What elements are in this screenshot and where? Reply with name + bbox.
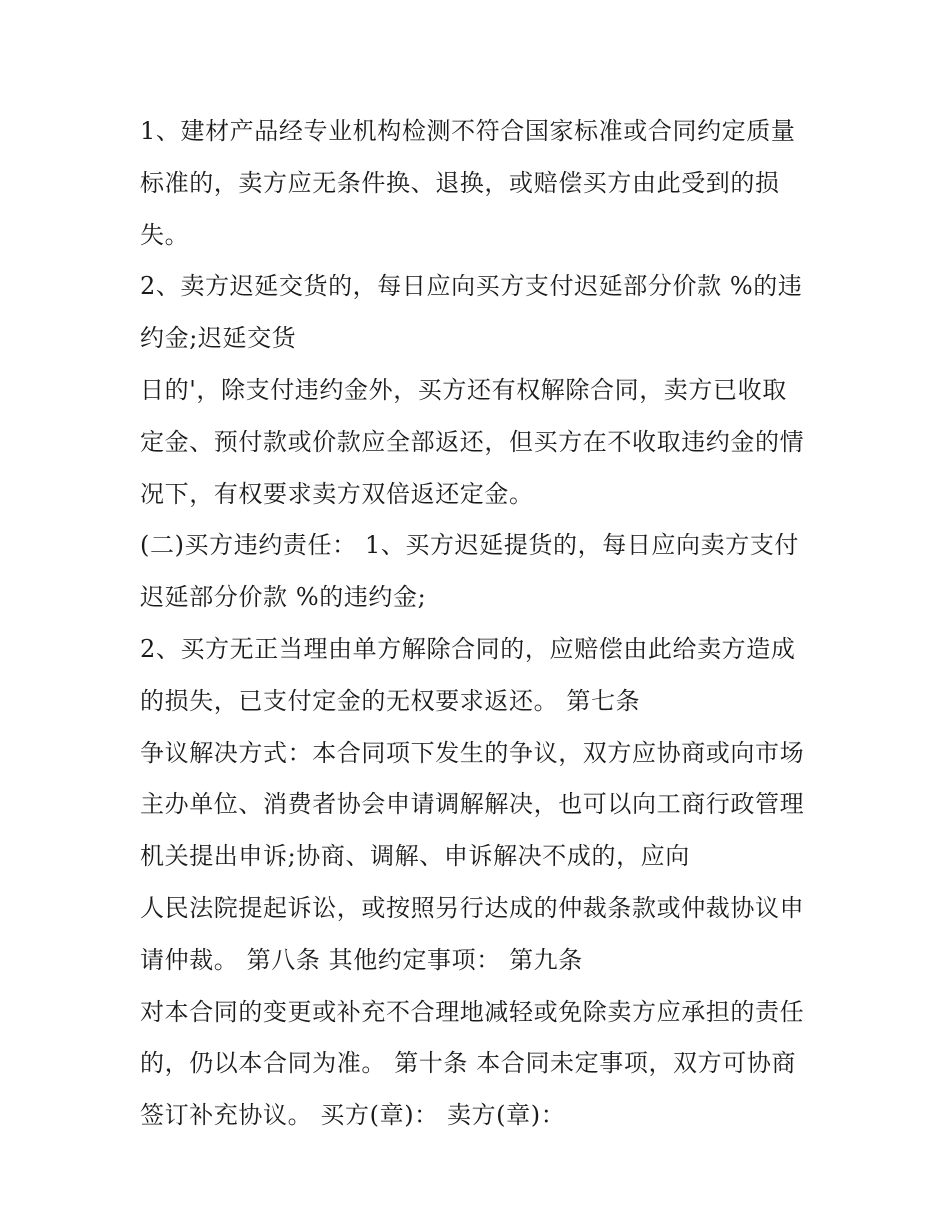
text-line: (二)买方违约责任： 1、买方迟延提货的，每日应向卖方支付 xyxy=(140,531,800,560)
text-line: 的，仍以本合同为准。 第十条 本合同未定事项，双方可协商 xyxy=(140,1049,797,1078)
text-line: 2、买方无正当理由单方解除合同的，应赔偿由此给卖方造成 xyxy=(140,634,796,663)
text-line: 主办单位、消费者协会申请调解解决，也可以向工商行政管理 xyxy=(140,790,805,819)
text-line: 标准的，卖方应无条件换、退换，或赔偿买方由此受到的损 xyxy=(140,168,780,197)
text-line: 1、建材产品经专业机构检测不符合国家标准或合同约定质量 xyxy=(140,117,796,145)
text-line: 争议解决方式：本合同项下发生的争议，双方应协商或向市场 xyxy=(140,738,805,767)
contract-text xyxy=(140,106,830,1142)
text-line: 机关提出申诉;协商、调解、申诉解决不成的，应向 xyxy=(140,842,690,871)
text-line: 日的'，除支付违约金外，买方还有权解除合同，卖方已收取 xyxy=(140,375,787,404)
text-line: 签订补充协议。 买方(章)： 卖方(章)： xyxy=(140,1101,566,1130)
text-line: 的损失，已支付定金的无权要求返还。 第七条 xyxy=(140,686,641,715)
text-line: 迟延部分价款 %的违约金; xyxy=(140,583,427,612)
text-line: 对本合同的变更或补充不合理地减轻或免除卖方应承担的责任 xyxy=(140,997,805,1026)
text-line: 约金;迟延交货 xyxy=(140,324,297,353)
text-line: 2、卖方迟延交货的，每日应向买方支付迟延部分价款 %的违 xyxy=(140,272,803,301)
text-line: 定金、预付款或价款应全部返还，但买方在不收取违约金的情 xyxy=(140,427,805,456)
text-line: 请仲裁。 第八条 其他约定事项： 第九条 xyxy=(140,945,583,974)
text-line: 失。 xyxy=(140,220,190,249)
text-line: 人民法院提起诉讼，或按照另行达成的仲裁条款或仲裁协议申 xyxy=(140,893,805,922)
text-line: 况下，有权要求卖方双倍返还定金。 xyxy=(140,479,534,508)
